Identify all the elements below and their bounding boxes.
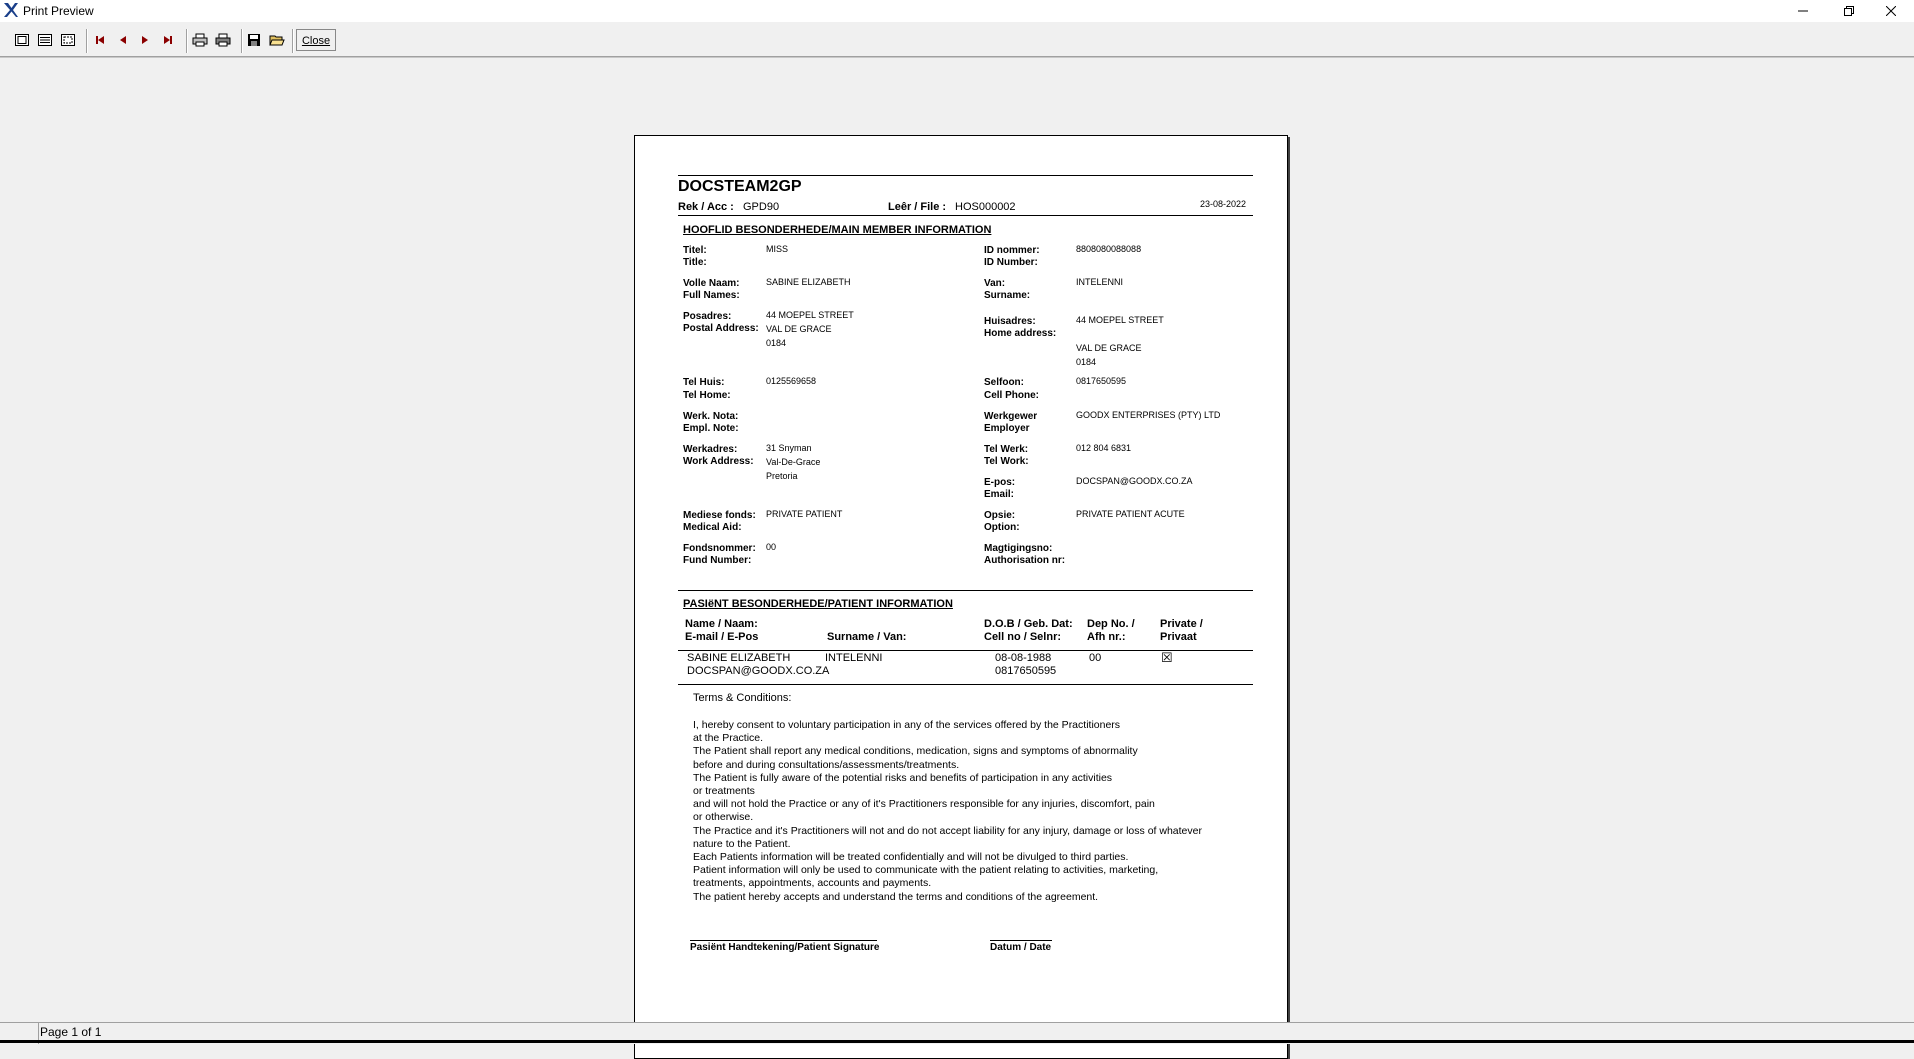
terms-line: treatments, appointments, accounts and payments. <box>693 877 932 890</box>
next-page-button[interactable] <box>135 30 155 50</box>
full-page-button[interactable] <box>58 30 78 50</box>
tel-work-label: Tel Werk: <box>984 444 1029 455</box>
one-page-icon <box>14 33 30 47</box>
app-icon <box>3 2 19 18</box>
medical-aid-label-en: Medical Aid: <box>683 522 742 533</box>
terms-title: Terms & Conditions: <box>693 692 792 704</box>
work-address-label: Werkadres: <box>683 444 738 455</box>
cell-label: Selfoon: <box>984 377 1024 388</box>
col-privaat-header: Privaat <box>1160 631 1197 643</box>
home-address-label: Huisadres: <box>984 316 1036 327</box>
id-value: 8808080088088 <box>1076 244 1142 254</box>
work-address-label-en: Work Address: <box>683 456 754 467</box>
email-label-en: Email: <box>984 489 1015 500</box>
minimize-icon <box>1798 6 1808 16</box>
empl-note-label-en: Empl. Note: <box>683 423 739 434</box>
restore-icon <box>1844 6 1854 16</box>
private-checkbox: ☒ <box>1161 650 1173 665</box>
col-surname-header: Surname / Van: <box>827 631 907 643</box>
first-page-button[interactable] <box>90 30 110 50</box>
option-label: Opsie: <box>984 510 1016 521</box>
rule <box>678 590 1253 591</box>
surname-value: INTELENNI <box>1076 277 1124 287</box>
col-name-header: Name / Naam: <box>685 618 758 630</box>
home-line-3: 0184 <box>1076 357 1097 367</box>
col-cell-header: Cell no / Selnr: <box>984 631 1062 643</box>
print-setup-button[interactable] <box>190 30 210 50</box>
postal-label: Posadres: <box>683 311 732 322</box>
last-page-icon <box>162 34 174 46</box>
restore-button[interactable] <box>1826 0 1872 22</box>
medical-aid-value: PRIVATE PATIENT <box>766 509 843 519</box>
toolbar-separator <box>241 29 243 53</box>
terms-line: Patient information will only be used to communicate with the patient relating to activities, marketing, <box>693 864 1159 877</box>
work-line-2: Val-De-Grace <box>766 457 821 467</box>
printer-setup-icon <box>192 33 208 47</box>
terms-line: and will not hold the Practice or any of it's Practitioners responsible for any injuries, discomfort, pain <box>693 798 1155 811</box>
practice-name: DOCSTEAM2GP <box>678 178 802 195</box>
home-line-2: VAL DE GRACE <box>1076 343 1142 353</box>
employer-label: Werkgewer <box>984 411 1038 422</box>
terms-line: The Practice and it's Practitioners will not and do not accept liability for any injury, damage or loss of whatever <box>693 824 1202 837</box>
printer-icon <box>215 33 231 47</box>
page-width-button[interactable] <box>35 30 55 50</box>
one-page-button[interactable] <box>12 30 32 50</box>
patient-surname: INTELENNI <box>825 652 883 664</box>
signature-line <box>690 940 877 941</box>
toolbar-separator <box>186 29 188 53</box>
toolbar <box>0 26 1914 57</box>
employer-value: GOODX ENTERPRISES (PTY) LTD <box>1076 410 1221 420</box>
fullname-label: Volle Naam: <box>683 278 740 289</box>
patient-name: SABINE ELIZABETH <box>687 652 791 664</box>
next-page-icon <box>139 34 151 46</box>
col-private-header: Private / <box>1160 618 1203 630</box>
home-address-label-en: Home address: <box>984 328 1057 339</box>
title-value: MISS <box>766 244 789 254</box>
save-button[interactable] <box>244 30 264 50</box>
terms-line: or otherwise. <box>693 811 754 824</box>
work-line-1: 31 Snyman <box>766 443 812 453</box>
employer-label-en: Employer <box>984 423 1030 434</box>
terms-line: at the Practice. <box>693 732 764 745</box>
option-label-en: Option: <box>984 522 1020 533</box>
report-page <box>634 135 1288 1059</box>
surname-label: Van: <box>984 278 1006 289</box>
terms-line: The Patient is fully aware of the potential risks and benefits of participation in any activities <box>693 771 1113 784</box>
home-line-1: 44 MOEPEL STREET <box>1076 315 1164 325</box>
previous-page-button[interactable] <box>113 30 133 50</box>
tel-work-label-en: Tel Work: <box>984 456 1029 467</box>
work-line-3: Pretoria <box>766 471 798 481</box>
fullname-label-en: Full Names: <box>683 290 740 301</box>
title-label-en: Title: <box>683 257 707 268</box>
signature-label: Pasiënt Handtekening/Patient Signature <box>690 942 880 953</box>
option-value: PRIVATE PATIENT ACUTE <box>1076 509 1185 519</box>
postal-label-en: Postal Address: <box>683 323 759 334</box>
fund-number-value: 00 <box>766 542 777 552</box>
surname-label-en: Surname: <box>984 290 1031 301</box>
first-page-icon <box>94 34 106 46</box>
rule <box>678 684 1253 685</box>
tel-home-value: 0125569658 <box>766 376 817 386</box>
close-button[interactable]: Close <box>296 29 336 51</box>
terms-line: or treatments <box>693 785 755 797</box>
tel-work-value: 012 804 6831 <box>1076 443 1132 453</box>
id-label-en: ID Number: <box>984 257 1038 268</box>
empl-note-label: Werk. Nota: <box>683 411 739 422</box>
toolbar-separator <box>292 29 294 53</box>
id-label: ID nommer: <box>984 245 1040 256</box>
col-afh-header: Afh nr.: <box>1087 631 1126 643</box>
fullname-value: SABINE ELIZABETH <box>766 277 851 287</box>
open-folder-icon <box>269 33 285 47</box>
postal-line-3: 0184 <box>766 338 787 348</box>
header-rule <box>678 175 1253 176</box>
col-dep-header: Dep No. / <box>1087 618 1135 630</box>
last-page-button[interactable] <box>158 30 178 50</box>
tel-home-label-en: Tel Home: <box>683 390 731 401</box>
close-window-button[interactable] <box>1868 0 1914 22</box>
postal-line-2: VAL DE GRACE <box>766 324 832 334</box>
acc-label: Rek / Acc : <box>678 201 734 213</box>
date-line <box>990 940 1052 941</box>
rule <box>678 215 1253 216</box>
patient-dob: 08-08-1988 <box>995 652 1052 664</box>
patient-section-title: PASIëNT BESONDERHEDE/PATIENT INFORMATION <box>683 598 953 610</box>
acc-value: GPD90 <box>743 201 780 213</box>
patient-cell: 0817650595 <box>995 665 1057 677</box>
report-date: 23-08-2022 <box>1200 199 1247 209</box>
patient-email: DOCSPAN@GOODX.CO.ZA <box>687 665 830 677</box>
open-button[interactable] <box>267 30 287 50</box>
cell-label-en: Cell Phone: <box>984 390 1040 401</box>
window-title: Print Preview <box>23 4 94 18</box>
title-label: Titel: <box>683 245 707 256</box>
main-section-title: HOOFLID BESONDERHEDE/MAIN MEMBER INFORMATION <box>683 224 992 236</box>
postal-line-1: 44 MOEPEL STREET <box>766 310 854 320</box>
terms-line: The patient hereby accepts and understand the terms and conditions of the agreement. <box>693 890 1099 903</box>
full-page-icon <box>60 33 76 47</box>
patient-dep: 00 <box>1089 652 1102 664</box>
terms-line: nature to the Patient. <box>693 837 791 850</box>
medical-aid-label: Mediese fonds: <box>683 510 756 521</box>
auth-label: Magtigingsno: <box>984 543 1053 554</box>
print-button[interactable] <box>213 30 233 50</box>
fund-number-label-en: Fund Number: <box>683 555 752 566</box>
email-value: DOCSPAN@GOODX.CO.ZA <box>1076 476 1193 486</box>
preview-canvas <box>0 57 1914 1023</box>
terms-line: before and during consultations/assessments/treatments. <box>693 758 960 771</box>
date-label: Datum / Date <box>990 942 1052 953</box>
email-label: E-pos: <box>984 477 1016 488</box>
file-value: HOS000002 <box>955 201 1016 213</box>
terms-line: I, hereby consent to voluntary participation in any of the services offered by the Practitioners <box>693 719 1121 731</box>
col-email-header: E-mail / E-Pos <box>685 631 759 643</box>
save-icon <box>247 33 261 47</box>
page-indicator: Page 1 of 1 <box>40 1025 102 1039</box>
auth-label-en: Authorisation nr: <box>984 555 1066 566</box>
title-bar <box>0 0 1914 22</box>
terms-line: Each Patients information will be treated confidentially and will not be divulged to third parties. <box>693 851 1129 863</box>
fund-number-label: Fondsnommer: <box>683 543 756 554</box>
minimize-button[interactable] <box>1780 0 1826 22</box>
previous-page-icon <box>117 34 129 46</box>
tel-home-label: Tel Huis: <box>683 377 725 388</box>
cell-value: 0817650595 <box>1076 376 1127 386</box>
col-dob-header: D.O.B / Geb. Dat: <box>984 618 1073 630</box>
close-icon <box>1886 6 1896 16</box>
page-width-icon <box>37 33 53 47</box>
terms-line: The Patient shall report any medical conditions, medication, signs and symptoms of abnormality <box>693 745 1138 758</box>
file-label: Leêr / File : <box>888 201 947 213</box>
toolbar-separator <box>86 29 88 53</box>
